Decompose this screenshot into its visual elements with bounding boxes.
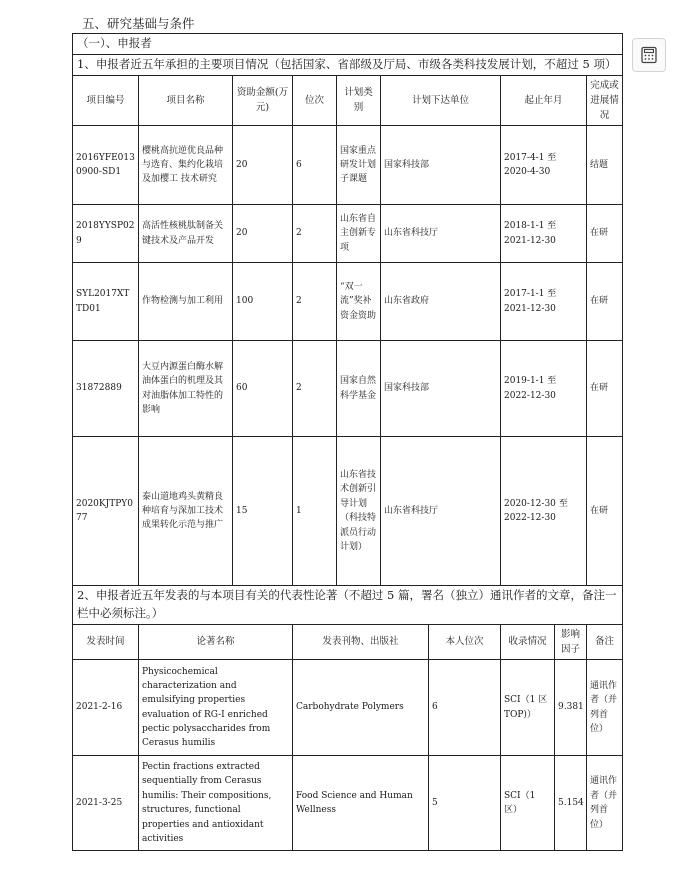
projects-header: 计划类别 (337, 75, 381, 126)
projects-intro: 1、申报者近五年承担的主要项目情况（包括国家、省部级及厅局、市级各类科技发展计划，不超过 5 项） (73, 54, 623, 75)
research-basis-table (72, 33, 623, 851)
project-category: “双一流”奖补资金资助 (337, 263, 381, 341)
project-id: 2020KJTPY077 (73, 437, 139, 586)
project-unit: 国家科技部 (381, 126, 501, 205)
project-id: 2016YFE0130900-SD1 (73, 126, 139, 205)
project-category: 山东省技术创新引导计划（科技特派员行动计划） (337, 437, 381, 586)
project-category: 国家重点研发计划子课题 (337, 126, 381, 205)
projects-header: 计划下达单位 (381, 75, 501, 126)
papers-intro: 2、申报者近五年发表的与本项目有关的代表性论著（不超过 5 篇，署名（独立）通讯作者的文章，备注一栏中必须标注。） (73, 586, 623, 625)
project-row (73, 437, 623, 586)
project-period: 2017-1-1 至 2021-12-30 (501, 263, 587, 341)
project-amount: 100 (233, 263, 293, 341)
project-name: 高活性核桃肽制备关键技术及产品开发 (139, 205, 233, 263)
project-amount: 15 (233, 437, 293, 586)
project-status: 在研 (587, 263, 623, 341)
project-unit: 国家科技部 (381, 341, 501, 437)
project-amount: 20 (233, 205, 293, 263)
project-category: 国家自然科学基金 (337, 341, 381, 437)
project-row (73, 263, 623, 341)
project-id: 2018YYSP029 (73, 205, 139, 263)
project-period: 2019-1-1 至 2022-12-30 (501, 341, 587, 437)
project-status: 在研 (587, 341, 623, 437)
paper-note: 通讯作者（并列首位） (587, 660, 623, 756)
project-rank: 1 (293, 437, 337, 586)
project-row (73, 126, 623, 205)
project-unit: 山东省政府 (381, 263, 501, 341)
project-name: 泰山道地鸡头黄精良种培育与深加工技术成果转化示范与推广 (139, 437, 233, 586)
calculator-icon[interactable] (632, 38, 666, 72)
paper-date: 2021-2-16 (73, 660, 139, 756)
project-id: SYL2017XTTD01 (73, 263, 139, 341)
project-rank: 2 (293, 341, 337, 437)
paper-impact: 5.154 (555, 756, 587, 851)
projects-header: 起止年月 (501, 75, 587, 126)
project-amount: 20 (233, 126, 293, 205)
project-row (73, 205, 623, 263)
project-unit: 山东省科技厅 (381, 205, 501, 263)
paper-row (73, 756, 623, 851)
paper-rank: 5 (429, 756, 501, 851)
project-status: 结题 (587, 126, 623, 205)
project-rank: 2 (293, 263, 337, 341)
project-period: 2020-12-30 至 2022-12-30 (501, 437, 587, 586)
project-amount: 60 (233, 341, 293, 437)
project-name: 樱桃高抗逆优良品种与选育、集约化栽培及加樱工 技术研究 (139, 126, 233, 205)
paper-date: 2021-3-25 (73, 756, 139, 851)
project-rank: 6 (293, 126, 337, 205)
paper-note: 通讯作者（并列首位） (587, 756, 623, 851)
paper-title: Pectin fractions extracted sequentially from Cerasus humilis: Their compositions, structures, functional properties and antioxidant activities (139, 756, 293, 851)
papers-header: 收录情况 (501, 624, 555, 659)
project-category: 山东省自主创新专项 (337, 205, 381, 263)
paper-indexed: SCI（1 区 TOP)） (501, 660, 555, 756)
project-id: 31872889 (73, 341, 139, 437)
papers-header: 备注 (587, 624, 623, 659)
project-period: 2018-1-1 至 2021-12-30 (501, 205, 587, 263)
papers-header: 发表时间 (73, 624, 139, 659)
projects-header: 位次 (293, 75, 337, 126)
paper-rank: 6 (429, 660, 501, 756)
projects-header: 完成或进展情况 (587, 75, 623, 126)
paper-row (73, 660, 623, 756)
project-name: 作物检测与加工利用 (139, 263, 233, 341)
paper-journal: Food Science and Human Wellness (293, 756, 429, 851)
projects-header-row (73, 75, 623, 126)
projects-header: 资助金额(万元) (233, 75, 293, 126)
papers-header: 本人位次 (429, 624, 501, 659)
papers-header: 发表刊物、出版社 (293, 624, 429, 659)
subsection-title: （一）、申报者 (73, 34, 623, 55)
project-name: 大豆内源蛋白酶水解油体蛋白的机理及其对油脂体加工特性的影响 (139, 341, 233, 437)
project-period: 2017-4-1 至 2020-4-30 (501, 126, 587, 205)
paper-journal: Carbohydrate Polymers (293, 660, 429, 756)
papers-header: 论著名称 (139, 624, 293, 659)
paper-indexed: SCI（1 区） (501, 756, 555, 851)
papers-header: 影响因子 (555, 624, 587, 659)
paper-impact: 9.381 (555, 660, 587, 756)
section-title: 五、研究基础与条件 (82, 16, 195, 31)
project-status: 在研 (587, 205, 623, 263)
project-unit: 山东省科技厅 (381, 437, 501, 586)
project-rank: 2 (293, 205, 337, 263)
paper-title: Physicochemical characterization and emulsifying properties evaluation of RG-I enriched pectic polysaccharides from Cerasus humilis (139, 660, 293, 756)
project-status: 在研 (587, 437, 623, 586)
projects-header: 项目编号 (73, 75, 139, 126)
project-row (73, 341, 623, 437)
papers-header-row (73, 624, 623, 659)
projects-header: 项目名称 (139, 75, 233, 126)
calculator-icon-glyph (640, 46, 658, 64)
